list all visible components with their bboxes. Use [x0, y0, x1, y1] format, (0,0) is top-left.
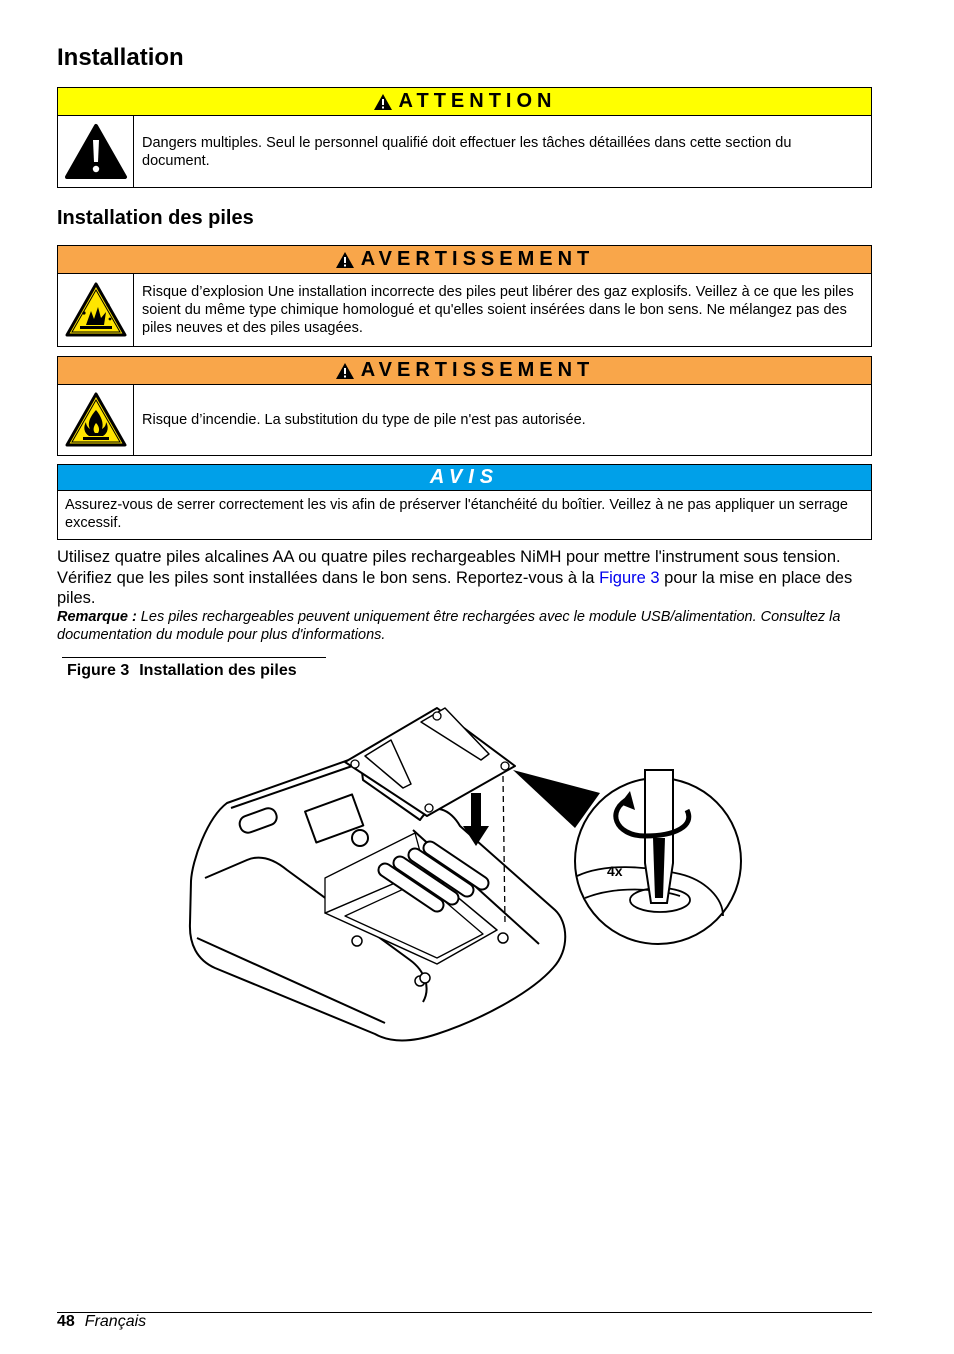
figure-number: Figure 3 — [67, 662, 130, 679]
figure-caption — [67, 662, 297, 680]
page-title: Installation — [57, 44, 184, 71]
body-text-end: pour la mise en place des piles. — [57, 568, 853, 607]
notice-header: AVIS — [58, 465, 871, 491]
figure-link[interactable]: Figure 3 — [599, 568, 660, 587]
fire-hazard-icon — [64, 391, 128, 449]
footer — [57, 1313, 146, 1331]
warning-triangle-icon — [335, 362, 355, 380]
attention-label: ATTENTION — [398, 90, 557, 112]
note-label: Remarque : — [57, 609, 137, 625]
warning-fire-text: Risque d’incendie. La substitution du type de pile n'est pas autorisée. — [142, 412, 586, 428]
note — [57, 608, 872, 644]
warning-explosion-box — [57, 245, 872, 347]
body-paragraph — [57, 547, 872, 609]
footer-language: Français — [84, 1313, 147, 1330]
notice-box — [57, 464, 872, 540]
warning-triangle-icon — [373, 93, 393, 111]
explosion-hazard-icon — [64, 281, 128, 339]
figure-title: Installation des piles — [139, 662, 297, 679]
attention-text: Dangers multiples. Seul le personnel qualifié doit effectuer les tâches détaillées dans cette section du document. — [142, 134, 792, 169]
figure-rule — [62, 657, 326, 658]
callout-count: 4x — [607, 863, 623, 879]
page-number: 48 — [57, 1313, 75, 1330]
warning-fire-header — [58, 357, 871, 385]
warning-explosion-text: Risque d’explosion Une installation incorrecte des piles peut libérer des gaz explosifs. Veillez à ce que les piles soient du même type chimique homologué et qu'elles soient insérées dans le bon sens. Ne mélangez pas des piles neuves et des piles usagées. — [142, 284, 854, 336]
notice-text: Assurez-vous de serrer correctement les vis afin de préserver l'étanchéité du boîtier. Veillez à ne pas appliquer un serrage excessif. — [65, 497, 848, 531]
warning-triangle-icon — [335, 251, 355, 269]
footer-rule — [57, 1312, 872, 1313]
section-title: Installation des piles — [57, 207, 254, 229]
attention-box — [57, 87, 872, 188]
warning-explosion-header — [58, 246, 871, 274]
warning-explosion-label: AVERTISSEMENT — [360, 248, 595, 270]
warning-fire-box — [57, 356, 872, 456]
body-text-start: Utilisez quatre piles alcalines AA ou quatre piles rechargeables NiMH pour mettre l'instrument sous tension. Vérifiez que les piles sont installées dans le bon sens. Reportez-vous à la — [57, 548, 841, 587]
warning-exclamation-icon — [64, 123, 128, 181]
warning-fire-label: AVERTISSEMENT — [360, 359, 595, 381]
note-text: Les piles rechargeables peuvent uniquement être rechargées avec le module USB/alimentation. Consultez la documentation du module pour plus d'informations. — [57, 609, 841, 643]
attention-header — [58, 88, 871, 116]
battery-installation-illustration — [175, 698, 755, 1053]
